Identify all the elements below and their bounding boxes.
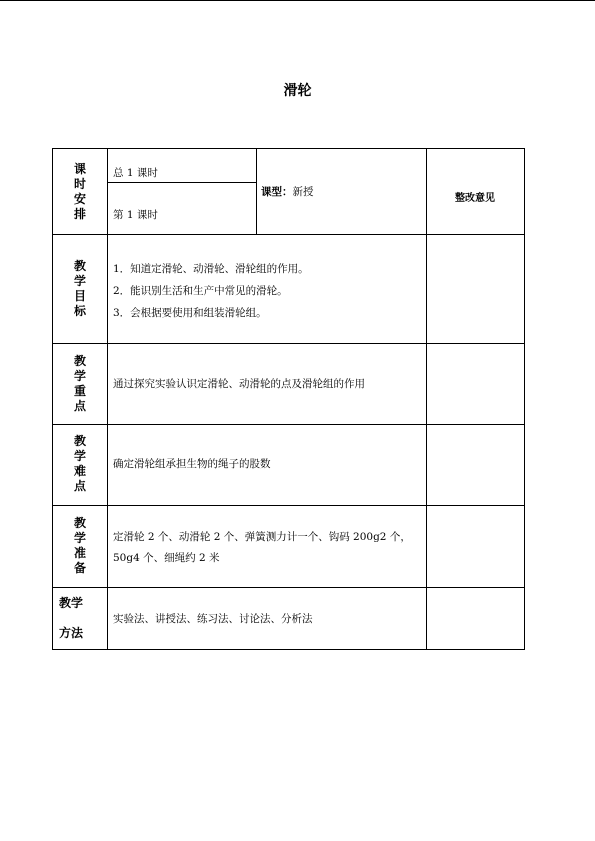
objective-item-1: 1．知道定滑轮、动滑轮、滑轮组的作用。 [113, 263, 309, 275]
row-divider-3 [53, 424, 524, 425]
total-hours: 总 1 课时 [113, 167, 158, 179]
current-hour: 第 1 课时 [113, 209, 158, 221]
methods-text: 实验法、讲授法、练习法、讨论法、分析法 [113, 613, 313, 625]
key-points-text: 通过探究实验认识定滑轮、动滑轮的点及滑轮组的作用 [113, 378, 365, 390]
col-divider-2 [256, 149, 257, 234]
preparation-text: 定滑轮 2 个、动滑轮 2 个、弹簧测力计一个、钩码 200g2 个，50g4 个、细绳约 2 米 [113, 531, 411, 564]
lesson-type [261, 185, 314, 199]
lesson-plan-table [52, 148, 525, 650]
difficulties-label: 教学难点 [73, 434, 86, 493]
schedule-label: 课时安排 [73, 162, 86, 221]
lesson-type-value: 新授 [292, 186, 314, 198]
row-divider-4 [53, 505, 524, 506]
difficulties-text: 确定滑轮组承担生物的绳子的股数 [113, 458, 271, 470]
objective-item-2: 2．能识别生活和生产中常见的滑轮。 [113, 285, 288, 297]
preparation-label: 教学准备 [73, 516, 86, 575]
row-divider-1 [53, 234, 524, 235]
page-title: 滑轮 [283, 83, 312, 99]
row-divider-schedule [107, 182, 256, 183]
top-border-line [0, 0, 595, 1]
row-divider-5 [53, 587, 524, 588]
objective-item-3: 3．会根据要使用和组装滑轮组。 [113, 307, 267, 319]
objectives-label: 教学目标 [73, 259, 86, 318]
key-points-label: 教学重点 [73, 354, 86, 413]
row-divider-2 [53, 343, 524, 344]
lesson-type-label: 课型： [261, 186, 293, 198]
col-divider-3 [426, 149, 427, 649]
col-divider-1 [107, 149, 108, 649]
methods-label-line2: 方法 [59, 626, 84, 640]
methods-label-line1: 教学 [59, 596, 84, 610]
revision-header: 整改意见 [455, 193, 495, 204]
